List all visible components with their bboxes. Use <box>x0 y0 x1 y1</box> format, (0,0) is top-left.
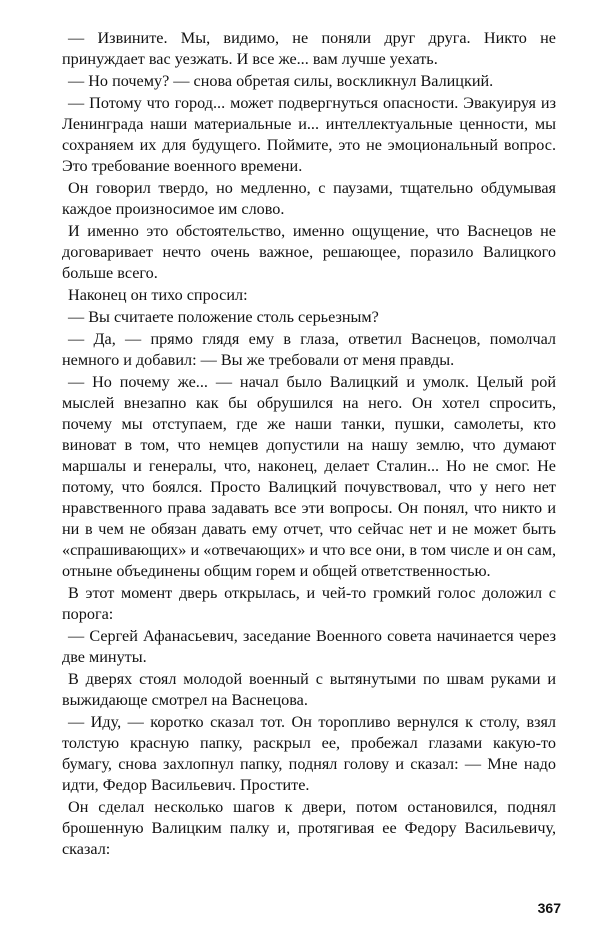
paragraph-14: Он сделал несколько шагов к двери, потом остановился, поднял брошенную Валицким палку и, протягивая ее Федору Васильевичу, сказал: <box>62 798 556 858</box>
paragraph-8: — Да, — прямо глядя ему в глаза, ответил Васнецов, помолчал немного и добавил: — Вы же требовали от меня правды. <box>62 330 556 369</box>
page-body <box>62 28 556 861</box>
paragraph-7: — Вы считаете положение столь серьезным? <box>68 308 379 326</box>
page-number: 367 <box>537 900 561 916</box>
paragraph-2: — Но почему? — снова обретая силы, воскликнул Валицкий. <box>68 72 494 90</box>
paragraph-9: — Но почему же... — начал было Валицкий и умолк. Целый рой мыслей внезапно как бы обрушился на него. Он хотел спросить, почему мы отступаем, где же наши танки, пушки, самолеты, кто виноват в том, что немцев допустили на нашу землю, что думают маршалы и генералы, что, наконец, делает Сталин... Но не смог. Не потому, что боялся. Просто Валицкий почувствовал, что у него нет нравственного права задавать все эти вопросы. Он понял, что никто и ни в чем не обязан давать ему отчет, что сейчас нет и не может быть «спрашивающих» и «отвечающих» и что все они, в том числе и он сам, отныне объединены общим горем и общей ответственностью. <box>62 373 556 580</box>
paragraph-13: — Иду, — коротко сказал тот. Он торопливо вернулся к столу, взял толстую красную папку, раскрыл ее, пробежал глазами какую-то бумагу, снова захлопнул папку, поднял голову и сказал: — Мне надо идти, Федор Васильевич. Простите. <box>62 713 556 794</box>
paragraph-5: И именно это обстоятельство, именно ощущение, что Васнецов не договаривает нечто очень важное, решающее, поразило Валицкого больше всего. <box>62 222 556 282</box>
paragraph-4: Он говорил твердо, но медленно, с паузами, тщательно обдумывая каждое произносимое им слово. <box>62 179 556 218</box>
paragraph-11: — Сергей Афанасьевич, заседание Военного совета начинается через две минуты. <box>62 627 556 666</box>
paragraph-6: Наконец он тихо спросил: <box>68 286 248 304</box>
paragraph-1: — Извините. Мы, видимо, не поняли друг друга. Никто не принуждает вас уезжать. И все же... вам лучше уехать. <box>62 29 556 68</box>
paragraph-12: В дверях стоял молодой военный с вытянутыми по швам руками и выжидающе смотрел на Васнецова. <box>62 670 556 709</box>
paragraph-3: — Потому что город... может подвергнуться опасности. Эвакуируя из Ленинграда наши материальные и... интеллектуальные ценности, мы сохраняем их для будущего. Поймите, это не эмоциональный вопрос. Это требование военного времени. <box>62 94 556 175</box>
paragraph-10: В этот момент дверь открылась, и чей-то громкий голос доложил с порога: <box>62 584 556 623</box>
